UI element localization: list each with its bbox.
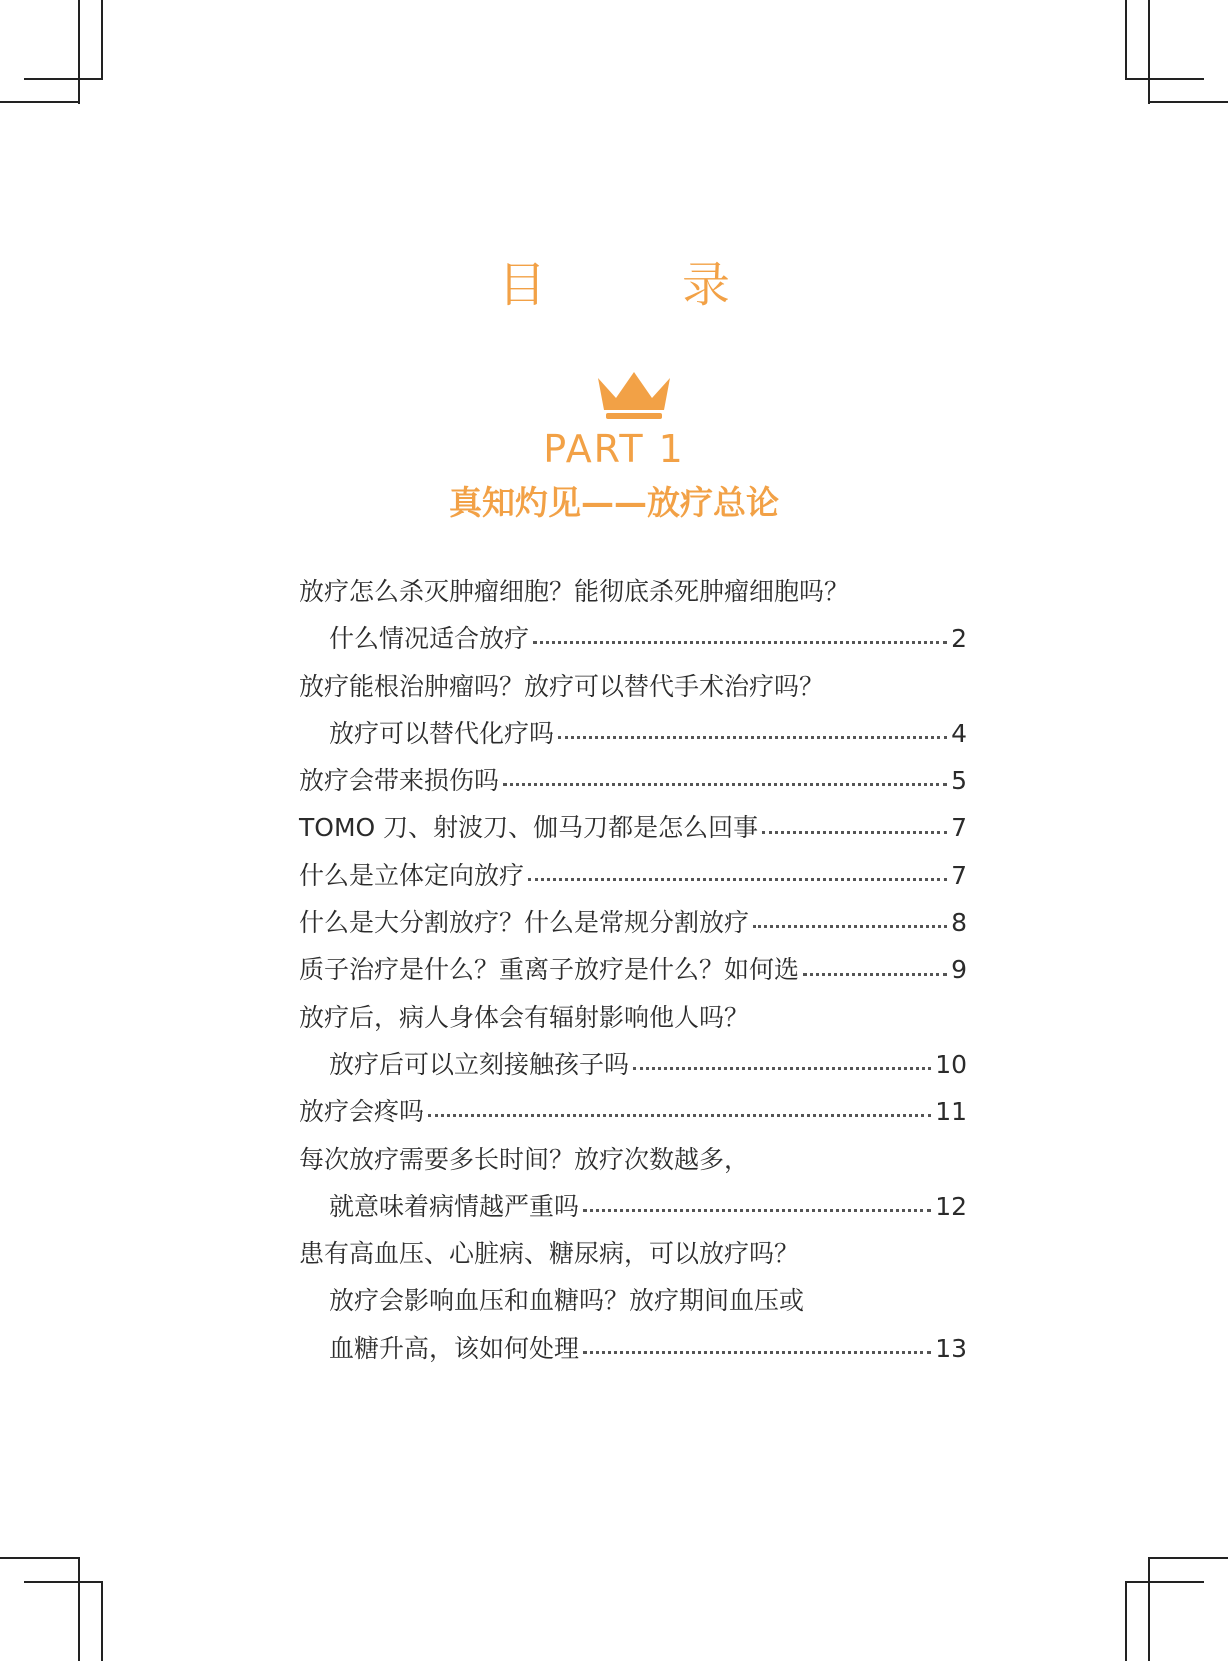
page-number: 9 — [951, 955, 967, 985]
toc-line[interactable]: 放疗可以替代化疗吗 4 — [299, 710, 967, 757]
toc-line[interactable]: 放疗会带来损伤吗 5 — [299, 757, 967, 804]
dot-leader — [803, 973, 947, 976]
dot-leader — [762, 831, 947, 834]
dot-leader — [503, 783, 947, 786]
toc-line[interactable]: 质子治疗是什么？重离子放疗是什么？如何选 9 — [299, 946, 967, 993]
dot-leader — [558, 736, 947, 739]
toc-line[interactable]: 什么是立体定向放疗 7 — [299, 852, 967, 899]
page-number: 4 — [951, 718, 967, 748]
page-number: 10 — [935, 1049, 967, 1079]
toc-line[interactable]: 放疗怎么杀灭肿瘤细胞？能彻底杀死肿瘤细胞吗？ — [299, 577, 850, 606]
dot-leader — [528, 878, 947, 881]
toc-line[interactable]: 放疗会疼吗 11 — [299, 1088, 967, 1135]
part-label: PART 1 — [543, 427, 685, 471]
part-subtitle: 真知灼见——放疗总论 — [449, 483, 779, 522]
page-number: 2 — [951, 624, 967, 654]
toc-line[interactable]: 就意味着病情越严重吗 12 — [299, 1183, 967, 1230]
toc-line[interactable]: 放疗会影响血压和血糖吗？放疗期间血压或 — [329, 1286, 805, 1316]
page-number: 13 — [935, 1333, 967, 1363]
page-title: 目 录 — [497, 257, 774, 313]
toc-line[interactable]: 血糖升高，该如何处理 13 — [299, 1325, 967, 1372]
dot-leader — [633, 1067, 931, 1070]
dot-leader — [583, 1209, 931, 1212]
dot-leader — [583, 1351, 931, 1354]
page-number: 8 — [951, 908, 967, 938]
toc-line[interactable]: 患有高血压、心脏病、糖尿病，可以放疗吗？ — [299, 1239, 800, 1269]
toc-line[interactable]: 每次放疗需要多长时间？放疗次数越多， — [299, 1144, 750, 1174]
toc-line[interactable]: 放疗后可以立刻接触孩子吗 10 — [299, 1041, 967, 1088]
dot-leader — [753, 925, 947, 928]
toc-line[interactable]: 放疗后，病人身体会有辐射影响他人吗？ — [299, 1002, 750, 1032]
dot-leader — [428, 1114, 931, 1117]
toc-line[interactable]: 什么是大分割放疗？什么是常规分割放疗 8 — [299, 899, 967, 946]
page-number: 7 — [951, 860, 967, 890]
toc-line[interactable]: TOMO 刀、射波刀、伽马刀都是怎么回事 7 — [299, 804, 967, 851]
dot-leader — [533, 641, 947, 644]
toc-line[interactable]: 什么情况适合放疗 2 — [299, 615, 967, 662]
page-number: 12 — [935, 1191, 967, 1221]
table-of-contents — [299, 568, 967, 1372]
page-number: 7 — [951, 813, 967, 843]
page-number: 11 — [935, 1097, 967, 1127]
page-number: 5 — [951, 766, 967, 796]
crown-icon — [594, 368, 674, 420]
toc-line[interactable]: 放疗能根治肿瘤吗？放疗可以替代手术治疗吗？ — [299, 671, 825, 701]
